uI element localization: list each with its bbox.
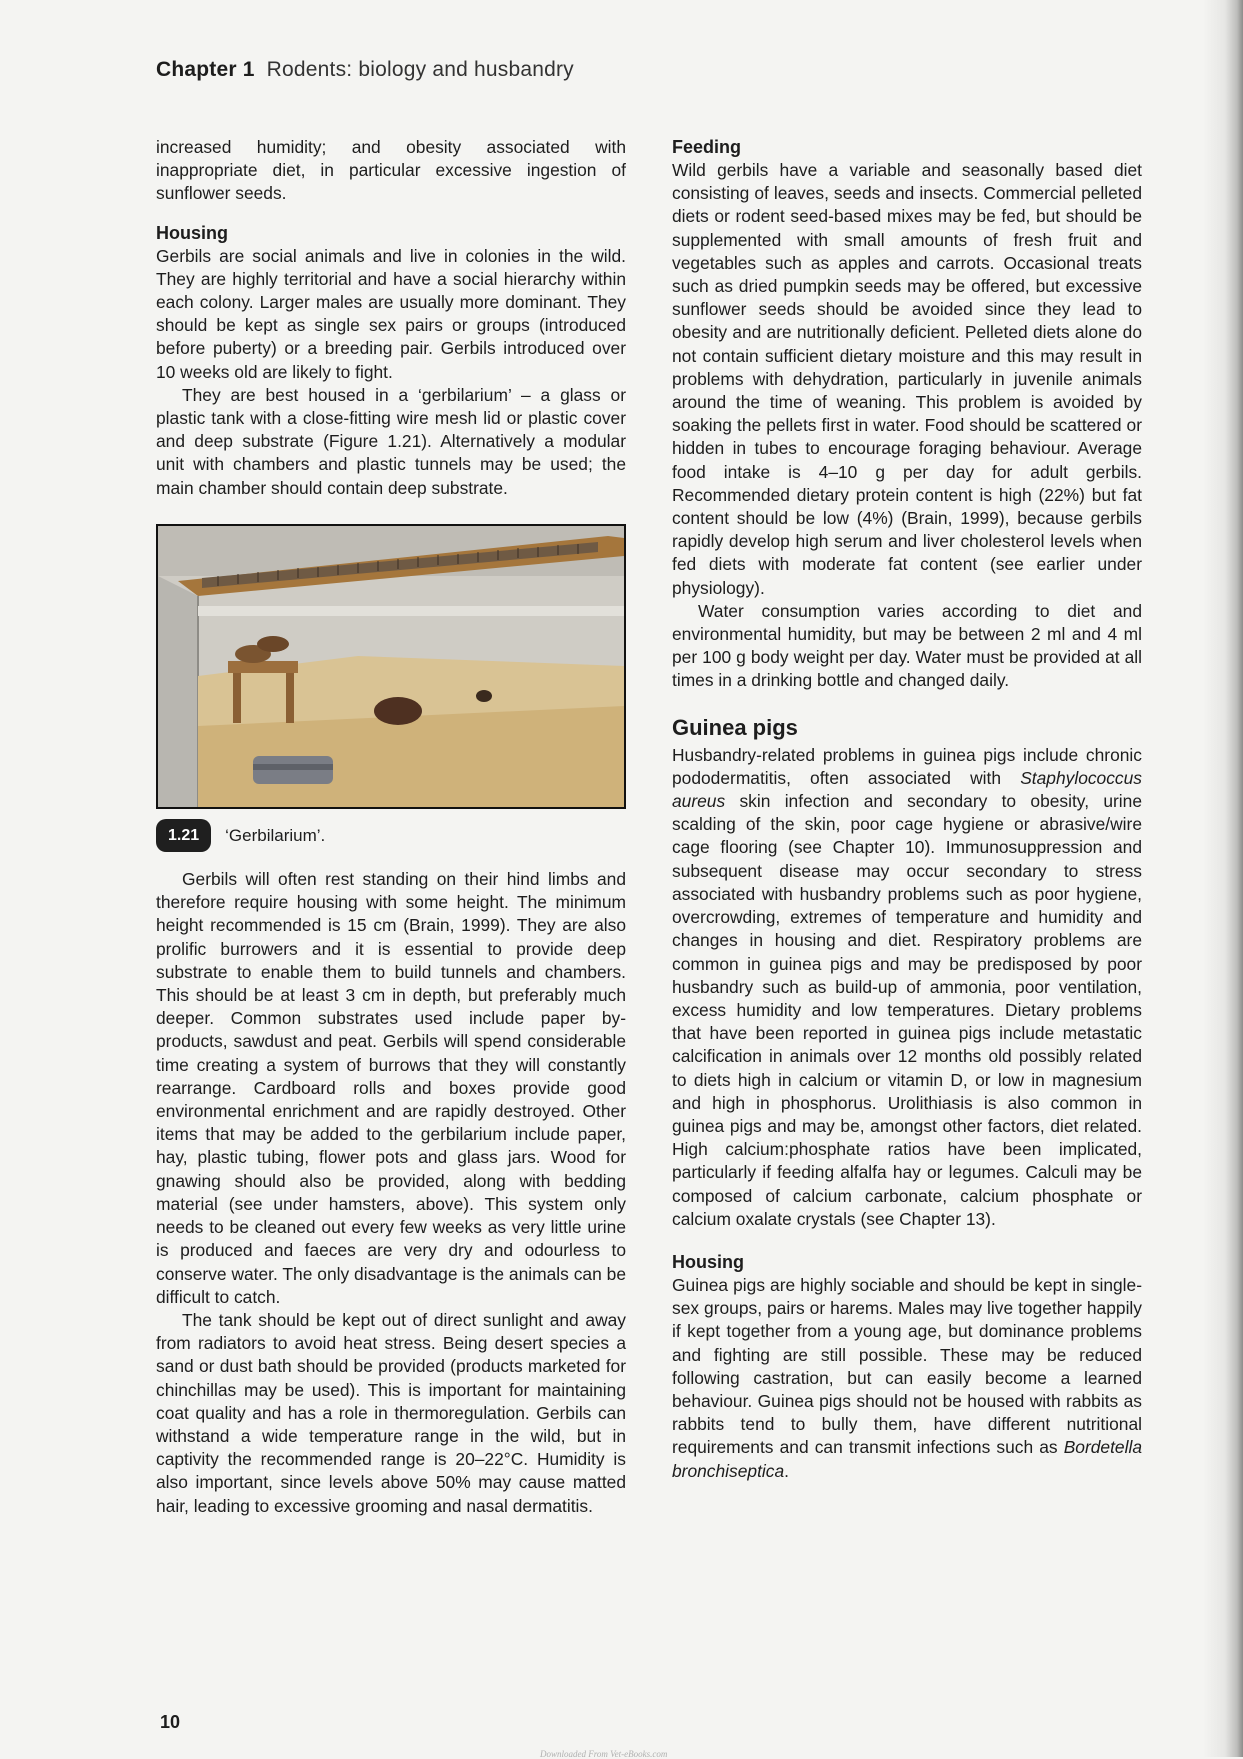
paragraph: The tank should be kept out of direct sunlight and away from radiators to avoid heat stress. Being desert species a sand or dust bath should be provided (products marketed for chinchillas may be used). This is important for maintaining coat quality and has a role in thermoregulation. Gerbils can withstand a wide temperature range in the wild, but in captivity the recommended range is 20–22°C. Humidity is also important, since levels above 50% may cause matted hair, leading to excessive grooming and nasal dermatitis. — [156, 1309, 626, 1516]
species-name: Staphylococcus aureus — [672, 767, 1142, 812]
housing-heading: Housing — [156, 222, 228, 243]
housing-heading: Housing — [672, 1251, 744, 1272]
paragraph: Water consumption varies according to diet and environmental humidity, but may be between 2 ml and 4 ml per 100 g body weight per day. Water must be provided at all times in a drinking bottle and changed daily. — [672, 600, 1142, 691]
paragraph: Gerbils will often rest standing on their hind limbs and therefore require housing with some height. The minimum height recommended is 15 cm (Brain, 1999). They are also prolific burrowers and it is essential to provide deep substrate to enable them to build tunnels and chambers. This should be at least 3 cm in depth, but preferably much deeper. Common substrates used include paper by-products, sawdust and peat. Gerbils will spend considerable time creating a system of burrows that they will constantly rearrange. Cardboard rolls and boxes provide good environmental enrichment and are rapidly destroyed. Other items that may be added to the gerbilarium include paper, hay, plastic tubing, flower pots and glass jars. Wood for gnawing should also be provided, along with bedding material (see under hamsters, above). This system only needs to be cleaned out every few weeks as very little urine is produced and faeces are very dry and odourless to conserve water. The only disadvantage is the animals can be difficult to catch. — [156, 869, 626, 1307]
right-column — [672, 136, 1142, 1483]
left-column — [156, 136, 626, 1518]
paragraph: Gerbils are social animals and live in colonies in the wild. They are highly territorial and have a social hierarchy within each colony. Larger males are usually more dominant. They should be kept as single sex pairs or groups (introduced before puberty) or a breeding pair. Gerbils introduced over 10 weeks old are likely to fight. — [156, 245, 626, 382]
chapter-label: Chapter 1 — [156, 58, 255, 81]
figure-caption-row — [156, 819, 626, 852]
figure-number-badge: 1.21 — [156, 819, 211, 852]
feeding-heading: Feeding — [672, 137, 742, 157]
text-run: . — [784, 1460, 789, 1481]
running-header — [156, 58, 574, 82]
figure-caption: ‘Gerbilarium’. — [225, 825, 326, 845]
paragraph: They are best housed in a ‘gerbilarium’ – a glass or plastic tank with a close-fitting wire mesh lid or plastic cover and deep substrate (Figure 1.21). Alternatively a modular unit with chambers and plastic tunnels may be used; the main chamber should contain deep substrate. — [156, 384, 626, 498]
page-edge-shadow — [1203, 0, 1243, 1757]
text-run: Guinea pigs are highly sociable and should be kept in single-sex groups, pairs or harems. Males may live together happily if kept together from a young age, but dominance problems and fighting are still possible. These may be reduced following castration, but can easily become a learned behaviour. Guinea pigs should not be housed with rabbits as rabbits tend to bully them, have different nutritional requirements and can transmit infections such as — [672, 1274, 1142, 1458]
paragraph: increased humidity; and obesity associated with inappropriate diet, in particular excessive ingestion of sunflower seeds. — [156, 137, 626, 204]
figure-gerbilarium — [156, 524, 626, 852]
download-watermark: Downloaded From Vet-eBooks.com — [540, 1749, 668, 1759]
paragraph — [672, 744, 1142, 1231]
text-run: Husbandry-related problems in guinea pigs include chronic pododermatitis, often associated with — [672, 744, 1142, 788]
gerbilarium-illustration — [158, 526, 624, 807]
paragraph — [672, 1274, 1142, 1483]
guinea-pigs-heading: Guinea pigs — [672, 714, 798, 740]
chapter-title: Rodents: biology and husbandry — [266, 58, 574, 81]
text-run: skin infection and secondary to obesity, urine scalding of the skin, poor cage hygiene or abrasive/wire cage flooring (see Chapter 10). Immunosuppression and subsequent disease may occur secondary to stress associated with husbandry problems such as poor hygiene, overcrowding, extremes of temperature and humidity and changes in housing and diet. Respiratory problems are common in guinea pigs and may be predisposed by poor husbandry such as build-up of ammonia, poor ventilation, excess humidity and low temperatures. Dietary problems that have been reported in guinea pigs include metastatic calcification in animals over 12 months old possibly related to diets high in calcium or vitamin D, or low in magnesium and high in phosphorus. Urolithiasis is also common in guinea pigs and may be, amongst other factors, diet related. High calcium:phosphate ratios have been implicated, particularly if feeding alfalfa hay or legumes. Calculi may be composed of calcium carbonate, calcium phosphate or calcium oxalate crystals (see Chapter 13). — [672, 791, 1142, 1229]
species-name: Bordetella bronchiseptica — [672, 1437, 1142, 1481]
page-number: 10 — [160, 1712, 181, 1732]
paragraph: Wild gerbils have a variable and seasonally based diet consisting of leaves, seeds and insects. Commercial pelleted diets or rodent seed-based mixes may be fed, but should be supplemented with small amounts of fresh fruit and vegetables such as apples and carrots. Occasional treats such as dried pumpkin seeds may be offered, but excessive sunflower seeds should be avoided since they lead to obesity and are nutritionally deficient. Pelleted diets alone do not contain sufficient dietary moisture and this may result in problems with dehydration, particularly in juvenile animals around the time of weaning. This problem is avoided by soaking the pellets first in water. Food should be scattered or hidden in tubes to encourage foraging behaviour. Average food intake is 4–10 g per day for adult gerbils. Recommended dietary protein content is high (22%) but fat content should be low (4%) (Brain, 1999), because gerbils rapidly develop high serum and liver cholesterol levels when fed diets with moderate fat content (see earlier under physiology). — [672, 160, 1142, 598]
gerbilarium-photo — [156, 524, 626, 809]
